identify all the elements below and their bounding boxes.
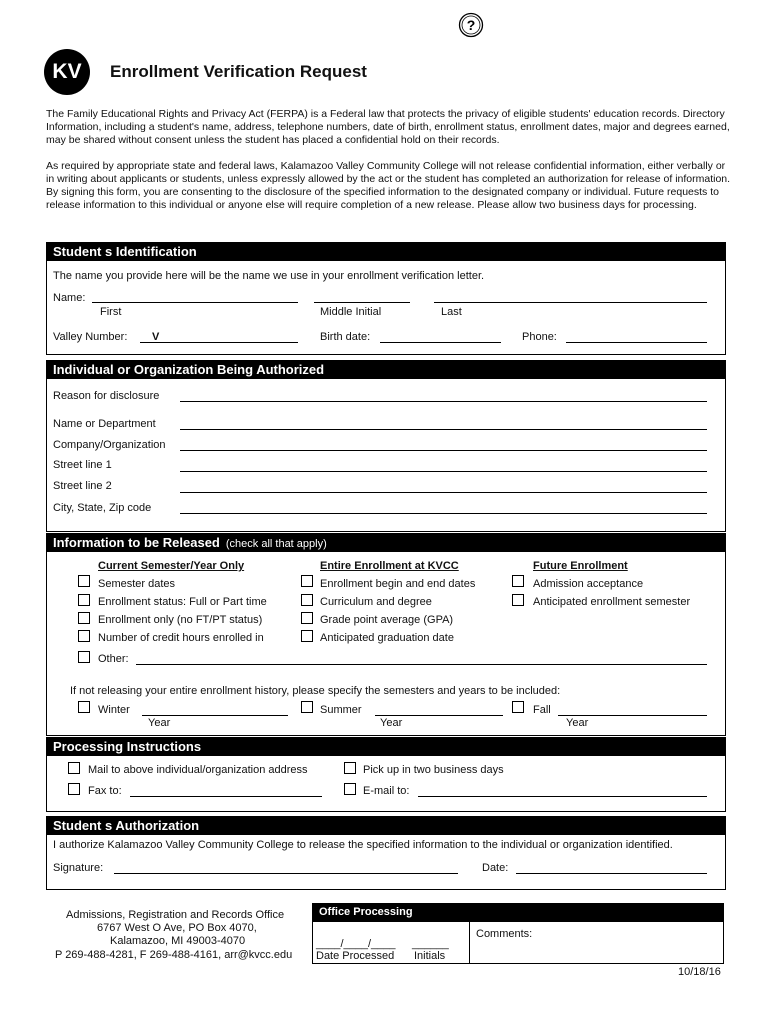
begin-end-dates-checkbox[interactable] xyxy=(301,575,313,587)
initials-blank: ______ xyxy=(412,938,449,950)
summer-label: Summer xyxy=(320,704,362,716)
street1-field[interactable] xyxy=(180,471,707,472)
mail-checkbox[interactable] xyxy=(68,762,80,774)
summer-checkbox[interactable] xyxy=(301,701,313,713)
date-label: Date: xyxy=(482,862,509,874)
processing-heading-text: Processing Instructions xyxy=(53,739,202,754)
curriculum-degree-label: Curriculum and degree xyxy=(320,596,432,608)
curriculum-degree-checkbox[interactable] xyxy=(301,594,313,606)
email-label: E-mail to: xyxy=(363,785,410,797)
winter-year-label: Year xyxy=(148,717,171,729)
office-processing-heading xyxy=(312,903,724,922)
revision-date: 10/18/16 xyxy=(678,966,721,978)
office-processing-heading-text: Office Processing xyxy=(319,906,413,918)
gpa-label: Grade point average (GPA) xyxy=(320,614,454,626)
semester-dates-label: Semester dates xyxy=(98,578,176,590)
first-name-field[interactable] xyxy=(92,302,298,303)
comments-divider xyxy=(469,922,470,964)
street2-field[interactable] xyxy=(180,492,707,493)
fax-label: Fax to: xyxy=(88,785,122,797)
graduation-date-label: Anticipated graduation date xyxy=(320,632,454,644)
reason-label: Reason for disclosure xyxy=(53,390,160,402)
processing-heading xyxy=(46,737,726,756)
phone-field[interactable] xyxy=(566,342,707,343)
summer-year-label: Year xyxy=(380,717,403,729)
birth-date-field[interactable] xyxy=(380,342,501,343)
initials-label: Initials xyxy=(414,950,446,962)
help-question-icon[interactable] xyxy=(458,12,484,38)
ferpa-paragraph: The Family Educational Rights and Privacy Act (FERPA) is a Federal law that protects the privacy of eligible students' education records. Directory Information, including a student's name, address, telephone numbers, date of birth, enrollment status, enrollment dates, major and degrees earned, may be shared without consent unless the student has placed a confidential hold on their records. xyxy=(46,108,730,146)
graduation-date-checkbox[interactable] xyxy=(301,630,313,642)
page-title: Enrollment Verification Request xyxy=(110,62,367,81)
last-label: Last xyxy=(441,306,462,318)
begin-end-dates-label: Enrollment begin and end dates xyxy=(320,578,476,590)
future-enrollment-title: Future Enrollment xyxy=(533,560,628,572)
credit-hours-checkbox[interactable] xyxy=(78,630,90,642)
street2-label: Street line 2 xyxy=(53,480,112,492)
city-state-zip-label: City, State, Zip code xyxy=(53,502,152,514)
date-blank: ____/____/____ xyxy=(316,938,396,950)
fall-checkbox[interactable] xyxy=(512,701,524,713)
fax-field[interactable] xyxy=(130,796,322,797)
student-id-note: The name you provide here will be the name we use in your enrollment verification letter. xyxy=(53,270,485,282)
info-heading-sub: (check all that apply) xyxy=(225,538,327,550)
valley-number-label: Valley Number: xyxy=(53,331,128,343)
valley-prefix: V xyxy=(152,331,160,343)
enrollment-status-label: Enrollment status: Full or Part time xyxy=(98,596,267,608)
policy-paragraph: As required by appropriate state and federal laws, Kalamazoo Valley Community College will not release confidential information, either verbally or in writing about applicants or students, unless expressly allowed by the act or the student has completed an authorization for release of information. By signing this form, you are consenting to the disclosure of the specified information to the designated company or individual. Future requests to release information to this individual or anyone else will require completion of a new release. Please allow two business days for processing. xyxy=(46,160,731,211)
anticipated-semester-checkbox[interactable] xyxy=(512,594,524,606)
fall-year-field[interactable] xyxy=(558,715,707,716)
info-heading xyxy=(46,533,726,552)
date-processed-label: Date Processed xyxy=(316,950,395,962)
credit-hours-label: Number of credit hours enrolled in xyxy=(98,632,264,644)
fall-year-label: Year xyxy=(566,717,589,729)
company-field[interactable] xyxy=(180,450,707,451)
street1-label: Street line 1 xyxy=(53,459,112,471)
semesters-note: If not releasing your entire enrollment history, please specify the semesters and years to be included: xyxy=(70,685,561,697)
signature-label: Signature: xyxy=(53,862,104,874)
authorized-heading-text: Individual or Organization Being Authorized xyxy=(53,362,325,377)
middle-label: Middle Initial xyxy=(320,306,382,318)
admission-acceptance-label: Admission acceptance xyxy=(533,578,644,590)
signature-field[interactable] xyxy=(114,873,458,874)
email-field[interactable] xyxy=(418,796,707,797)
student-id-heading xyxy=(46,242,726,261)
authorization-heading-text: Student s Authorization xyxy=(53,818,200,833)
mail-label: Mail to above individual/organization address xyxy=(88,764,308,776)
logo-text: KV xyxy=(52,60,82,83)
name-label: Name: xyxy=(53,292,86,304)
anticipated-semester-label: Anticipated enrollment semester xyxy=(533,596,691,608)
other-field[interactable] xyxy=(136,664,707,665)
pickup-label: Pick up in two business days xyxy=(363,764,504,776)
office-contact: P 269-488-4281, F 269-488-4161, arr@kvcc.edu xyxy=(55,949,293,961)
name-department-field[interactable] xyxy=(180,429,707,430)
student-id-heading-text: Student s Identification xyxy=(53,244,197,259)
other-label: Other: xyxy=(98,653,129,665)
last-name-field[interactable] xyxy=(434,302,707,303)
office-address-1: 6767 West O Ave, PO Box 4070, xyxy=(97,922,257,934)
winter-label: Winter xyxy=(98,704,130,716)
enrollment-status-checkbox[interactable] xyxy=(78,594,90,606)
office-name: Admissions, Registration and Records Office xyxy=(66,909,285,921)
city-state-zip-field[interactable] xyxy=(180,513,707,514)
current-semester-title: Current Semester/Year Only xyxy=(98,560,245,572)
admission-acceptance-checkbox[interactable] xyxy=(512,575,524,587)
enrollment-only-label: Enrollment only (no FT/PT status) xyxy=(98,614,263,626)
comments-label: Comments: xyxy=(476,928,533,940)
birth-date-label: Birth date: xyxy=(320,331,371,343)
info-heading-text: Information to be Released xyxy=(53,535,220,550)
name-department-label: Name or Department xyxy=(53,418,156,430)
phone-label: Phone: xyxy=(522,331,557,343)
pickup-checkbox[interactable] xyxy=(344,762,356,774)
first-label: First xyxy=(100,306,122,318)
reason-field[interactable] xyxy=(180,401,707,402)
entire-enrollment-title: Entire Enrollment at KVCC xyxy=(320,560,459,572)
authorization-heading xyxy=(46,816,726,835)
middle-initial-field[interactable] xyxy=(314,302,410,303)
fall-label: Fall xyxy=(533,704,551,716)
fax-checkbox[interactable] xyxy=(68,783,80,795)
svg-text:?: ? xyxy=(466,17,476,33)
semester-dates-checkbox[interactable] xyxy=(78,575,90,587)
kvcc-logo xyxy=(44,49,90,95)
gpa-checkbox[interactable] xyxy=(301,612,313,624)
winter-year-field[interactable] xyxy=(142,715,288,716)
summer-year-field[interactable] xyxy=(375,715,503,716)
email-checkbox[interactable] xyxy=(344,783,356,795)
enrollment-only-checkbox[interactable] xyxy=(78,612,90,624)
other-checkbox[interactable] xyxy=(78,651,90,663)
authorized-heading xyxy=(46,360,726,379)
valley-number-field[interactable] xyxy=(140,342,298,343)
winter-checkbox[interactable] xyxy=(78,701,90,713)
office-address-2: Kalamazoo, MI 49003-4070 xyxy=(110,935,246,947)
date-field[interactable] xyxy=(516,873,707,874)
company-label: Company/Organization xyxy=(53,439,166,451)
authorization-statement: I authorize Kalamazoo Valley Community College to release the specified information to the individual or organization identified. xyxy=(53,839,673,851)
